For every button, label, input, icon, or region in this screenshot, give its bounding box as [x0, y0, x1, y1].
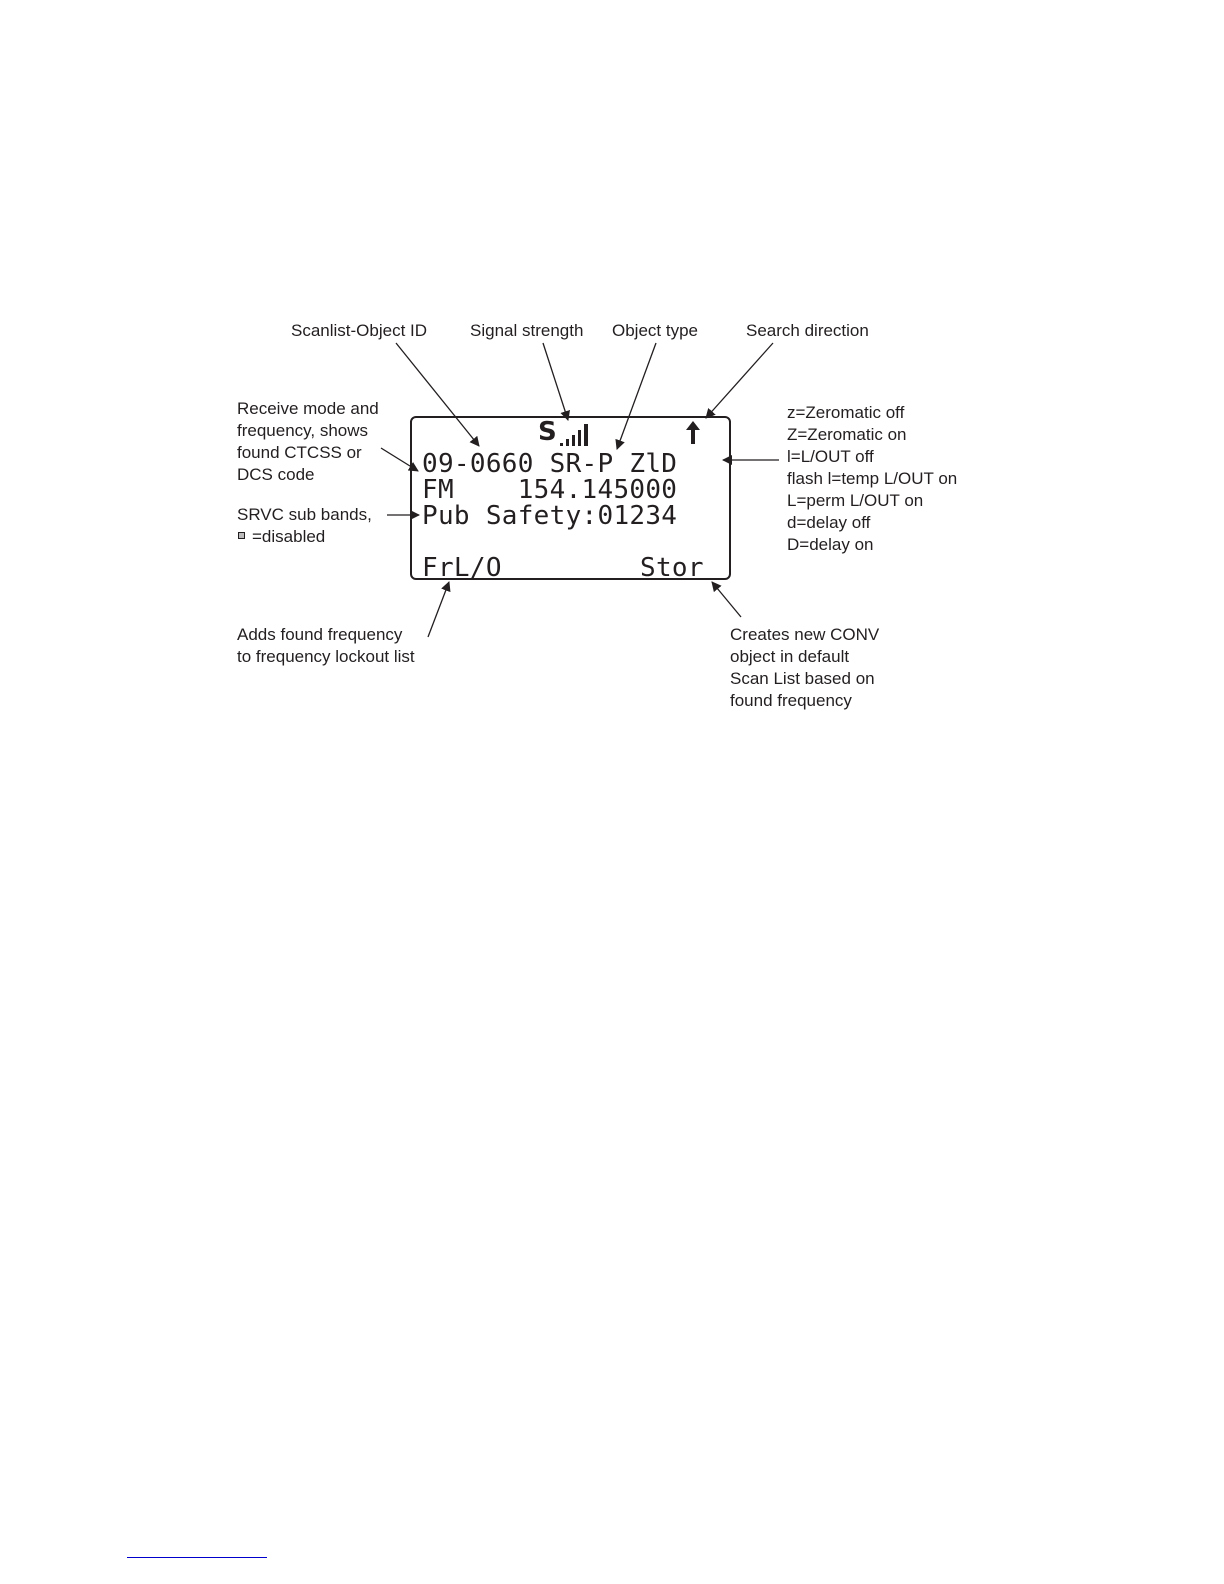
label-adds-line: to frequency lockout list — [237, 647, 415, 666]
label-object-type: Object type — [612, 321, 698, 340]
label-srvc-line: SRVC sub bands, — [237, 505, 372, 524]
lcd-line-3: Pub Safety:01234 — [422, 501, 678, 531]
softkey-frl-o[interactable]: FrL/O — [422, 553, 502, 583]
arrow-search-direction — [706, 343, 773, 418]
signal-letter: S — [538, 417, 557, 447]
label-scanlist-object-id: Scanlist-Object ID — [291, 321, 428, 340]
arrow-scanlist-object-id — [396, 343, 479, 446]
arrow-receive-mode — [381, 448, 418, 471]
legend-item: l=L/OUT off — [787, 447, 874, 466]
label-signal-strength: Signal strength — [470, 321, 584, 340]
label-creates-line: Creates new CONV — [730, 625, 880, 644]
legend-item: Z=Zeromatic on — [787, 425, 907, 444]
arrow-signal-strength — [543, 343, 568, 420]
label-creates-line: Scan List based on — [730, 669, 875, 688]
label-search-direction: Search direction — [746, 321, 869, 340]
arrow-object-type — [617, 343, 656, 449]
label-creates-line: found frequency — [730, 691, 852, 710]
legend-item: D=delay on — [787, 535, 874, 554]
arrow-adds-found-frequency — [428, 582, 449, 637]
label-creates-line: object in default — [730, 647, 850, 666]
label-receive-mode-line: frequency, shows — [237, 421, 369, 440]
label-receive-mode-line: Receive mode and — [237, 399, 379, 418]
lcd-line-1: 09-0660 SR-P ZlD — [422, 449, 678, 479]
legend-item: d=delay off — [787, 513, 871, 532]
label-adds-line: Adds found frequency — [237, 625, 403, 644]
lcd-line-2: FM 154.145000 — [422, 475, 678, 505]
legend-item: flash l=temp L/OUT on — [787, 469, 958, 488]
legend-item: z=Zeromatic off — [787, 403, 905, 422]
footnote-rule — [127, 1557, 267, 1558]
arrow-creates-new-conv — [712, 582, 741, 617]
label-receive-mode-line: found CTCSS or — [237, 443, 362, 462]
label-srvc-line: =disabled — [252, 527, 326, 546]
softkey-stor[interactable]: Stor — [640, 553, 704, 583]
legend-item: L=perm L/OUT on — [787, 491, 924, 510]
label-receive-mode-line: DCS code — [237, 465, 315, 484]
